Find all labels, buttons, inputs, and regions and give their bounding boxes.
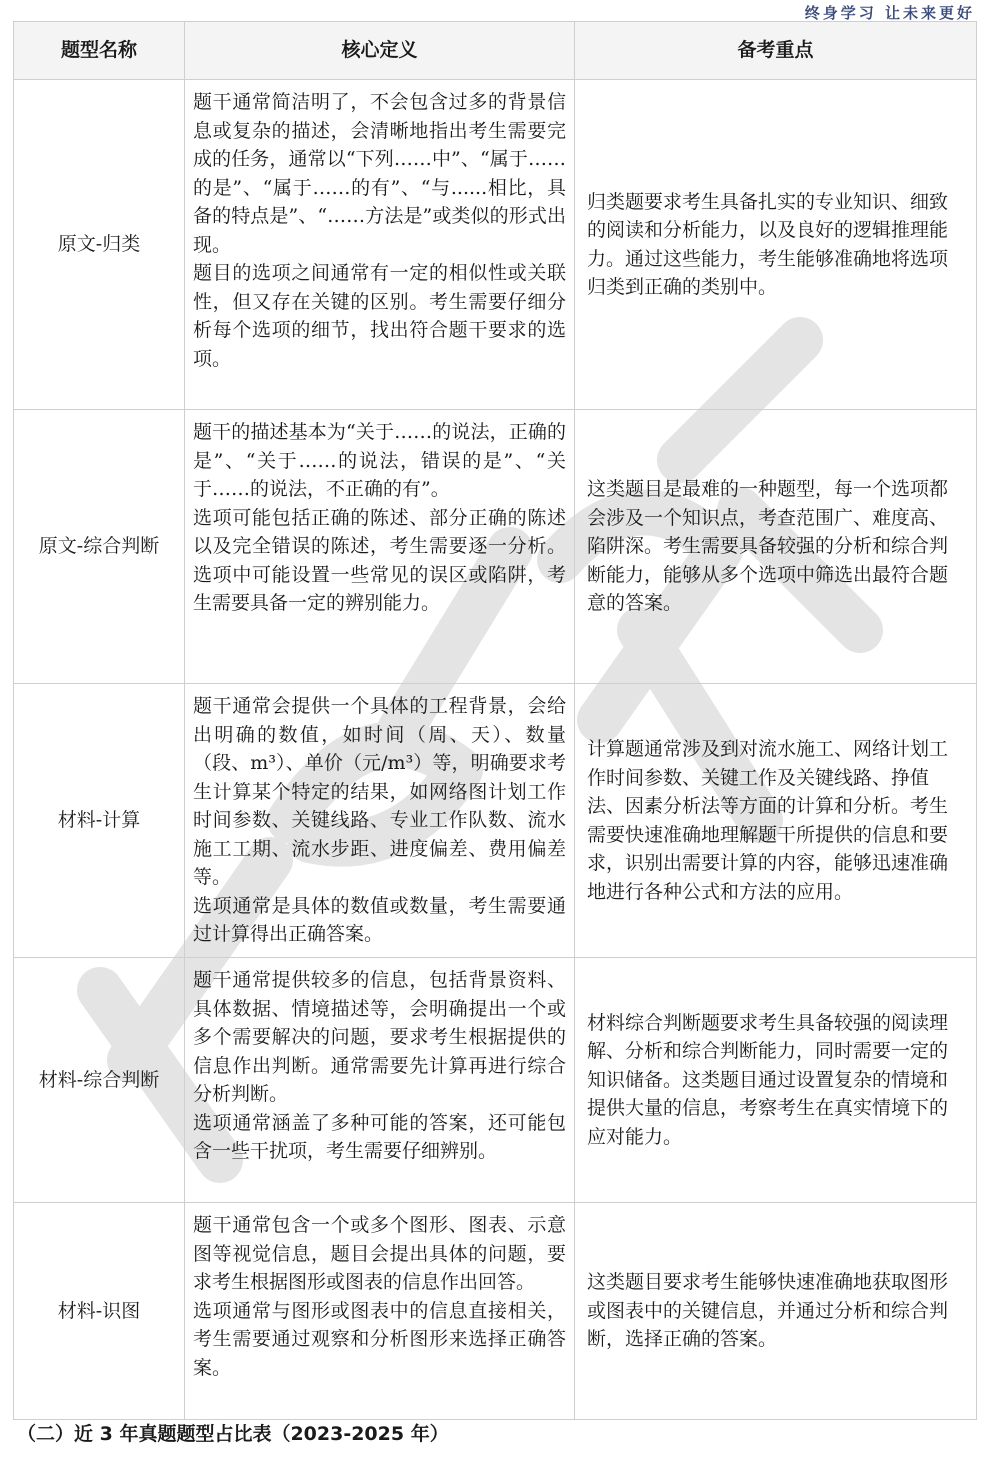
question-type-table <box>13 21 977 1420</box>
definition-paragraph: 选项可能包括正确的陈述、部分正确的陈述以及完全错误的陈述，考生需要逐一分析。选项中可能设置一些常见的误区或陷阱，考生需要具备一定的辨别能力。 <box>193 506 566 614</box>
focus-text: 材料综合判断题要求考生具备较强的阅读理解、分析和综合判断能力，同时需要一定的知识储备。这类题目通过设置复杂的情境和提供大量的信息，考察考生在真实情境下的应对能力。 <box>587 1011 949 1148</box>
focus-text: 这类题目是最难的一种题型，每一个选项都会涉及一个知识点，考查范围广、难度高、陷阱深。考生需要具备较强的分析和综合判断能力，能够从多个选项中筛选出最符合题意的答案。 <box>587 478 949 615</box>
table-header-row <box>14 22 977 80</box>
table-row <box>14 684 977 958</box>
type-name-cell: 原文-综合判断 <box>14 410 185 684</box>
section-caption: （二）近 3 年真题题型占比表（2023-2025 年） <box>17 1423 449 1445</box>
definition-cell <box>185 684 575 958</box>
focus-text: 这类题目要求考生能够快速准确地获取图形或图表中的关键信息，并通过分析和综合判断，选择正确的答案。 <box>587 1271 949 1351</box>
table-row <box>14 80 977 410</box>
definition-paragraph: 题干通常会提供一个具体的工程背景，会给出明确的数值，如时间（周、天）、数量（段、m³）、单价（元/m³）等，明确要求考生计算某个特定的结果，如网络图计划工作时间参数、关键线路、专业工作队数、流水施工工期、流水步距、进度偏差、费用偏差等。 <box>193 695 566 888</box>
definition-paragraph: 选项通常是具体的数值或数量，考生需要通过计算得出正确答案。 <box>193 894 566 945</box>
focus-cell <box>575 80 977 410</box>
definition-paragraph: 题干的描述基本为“关于……的说法，正确的是”、“关于……的说法，错误的是”、“关于……的说法，不正确的有”。 <box>193 421 566 500</box>
table-row <box>14 1203 977 1420</box>
definition-paragraph: 选项通常涵盖了多种可能的答案，还可能包含一些干扰项，考生需要仔细辨别。 <box>193 1111 566 1162</box>
definition-paragraph: 题干通常包含一个或多个图形、图表、示意图等视觉信息，题目会提出具体的问题，要求考生根据图形或图表的信息作出回答。 <box>193 1214 566 1293</box>
type-name-cell: 材料-计算 <box>14 684 185 958</box>
definition-paragraph: 题干通常提供较多的信息，包括背景资料、具体数据、情境描述等，会明确提出一个或多个需要解决的问题，要求考生根据提供的信息作出判断。通常需要先计算再进行综合分析判断。 <box>193 969 566 1105</box>
column-header-focus: 备考重点 <box>575 22 977 80</box>
definition-paragraph: 题干通常简洁明了，不会包含过多的背景信息或复杂的描述，会清晰地指出考生需要完成的任务，通常以“下列……中”、“属于……的是”、“属于……的有”、“与......相比，具备的特点是”、“……方法是”或类似的形式出现。 <box>193 91 566 256</box>
column-header-definition: 核心定义 <box>185 22 575 80</box>
type-name-cell: 原文-归类 <box>14 80 185 410</box>
focus-text: 归类题要求考生具备扎实的专业知识、细致的阅读和分析能力，以及良好的逻辑推理能力。通过这些能力，考生能够准确地将选项归类到正确的类别中。 <box>587 190 949 298</box>
focus-cell <box>575 958 977 1203</box>
definition-cell <box>185 80 575 410</box>
focus-cell <box>575 684 977 958</box>
header-slogan: 终身学习 让未来更好 <box>804 4 975 22</box>
definition-paragraph: 题目的选项之间通常有一定的相似性或关联性，但又存在关键的区别。考生需要仔细分析每个选项的细节，找出符合题干要求的选项。 <box>193 262 566 370</box>
column-header-type-name: 题型名称 <box>14 22 185 80</box>
definition-paragraph: 选项通常与图形或图表中的信息直接相关，考生需要通过观察和分析图形来选择正确答案。 <box>193 1299 566 1379</box>
focus-text: 计算题通常涉及到对流水施工、网络计划工作时间参数、关键工作及关键线路、挣值法、因素分析法等方面的计算和分析。考生需要快速准确地理解题干所提供的信息和要求，识别出需要计算的内容，能够迅速准确地进行各种公式和方法的应用。 <box>587 738 949 903</box>
focus-cell <box>575 410 977 684</box>
definition-cell <box>185 958 575 1203</box>
focus-cell <box>575 1203 977 1420</box>
table-row <box>14 958 977 1203</box>
definition-cell <box>185 1203 575 1420</box>
definition-cell <box>185 410 575 684</box>
type-name-cell: 材料-综合判断 <box>14 958 185 1203</box>
table-row <box>14 410 977 684</box>
type-name-cell: 材料-识图 <box>14 1203 185 1420</box>
